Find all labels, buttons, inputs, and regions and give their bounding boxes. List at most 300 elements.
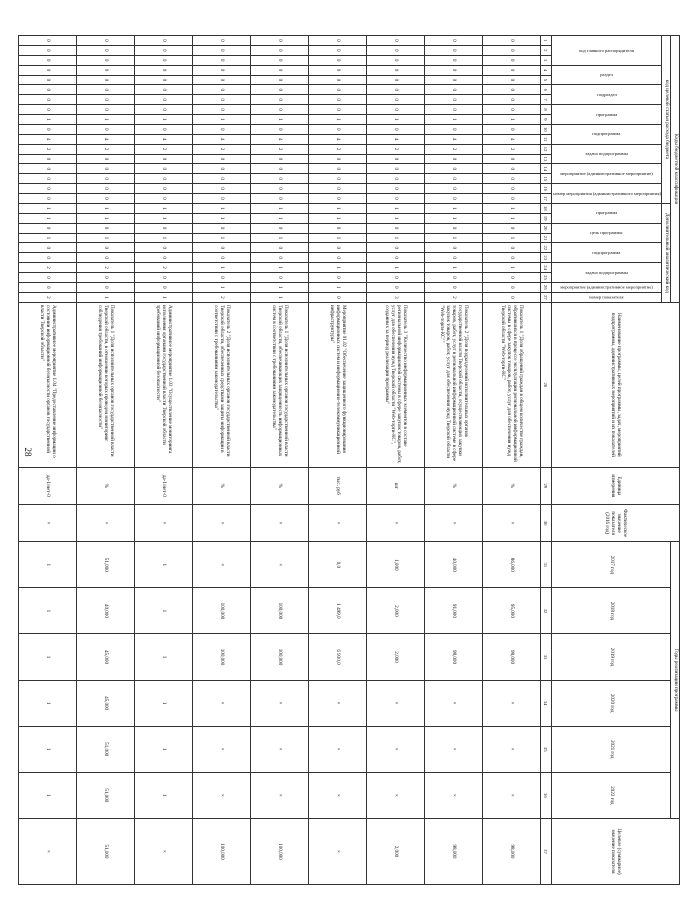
code-cell: 0 bbox=[76, 174, 134, 184]
code-cell: 0 bbox=[482, 243, 540, 253]
code-cell: 1 bbox=[250, 292, 308, 302]
code-cell: 1 bbox=[482, 233, 540, 243]
row-base-value: × bbox=[250, 504, 308, 541]
code-cell: 1 bbox=[308, 263, 366, 273]
code-cell: 0 bbox=[250, 243, 308, 253]
code-cell: 4 bbox=[76, 134, 134, 144]
header-code-additional: Дополнительный аналитический код bbox=[662, 203, 671, 302]
code-cell: 2 bbox=[366, 144, 424, 154]
code-cell: 1 bbox=[482, 213, 540, 223]
code-cell: 1 bbox=[366, 263, 424, 273]
column-number: 29 bbox=[540, 467, 551, 504]
code-cell: 2 bbox=[192, 292, 250, 302]
code-cell: 0 bbox=[192, 124, 250, 134]
code-cell: 0 bbox=[18, 124, 76, 134]
row-year-value: 86,000 bbox=[482, 542, 540, 588]
code-cell: 1 bbox=[482, 115, 540, 125]
column-number: 3 bbox=[540, 55, 551, 65]
header-final-value: Целевое (суммарное) значение показателя bbox=[551, 818, 679, 884]
code-cell: 1 bbox=[250, 263, 308, 273]
row-year-value: × bbox=[366, 772, 424, 818]
column-number: 14 bbox=[540, 164, 551, 174]
code-cell: 1 bbox=[366, 233, 424, 243]
code-cell: 0 bbox=[18, 85, 76, 95]
code-cell: 0 bbox=[18, 174, 76, 184]
row-name: Показатель 2 "Доля исполнительных органов государственной власти Тверской области, обеспеченных средствами защиты информации в соответствии с требованиями законодательства" bbox=[192, 302, 250, 467]
code-cell: 0 bbox=[76, 253, 134, 263]
row-final-value: 51,000 bbox=[76, 818, 134, 884]
code-cell: 2 bbox=[134, 263, 192, 273]
code-cell: 2 bbox=[250, 144, 308, 154]
column-number: 26 bbox=[540, 282, 551, 292]
code-cell: 0 bbox=[250, 85, 308, 95]
code-cell: 1 bbox=[192, 203, 250, 213]
code-cell: 0 bbox=[18, 273, 76, 283]
row-final-value: 100,000 bbox=[250, 818, 308, 884]
code-cell: 0 bbox=[250, 45, 308, 55]
code-cell: 0 bbox=[424, 282, 482, 292]
code-cell: 0 bbox=[134, 282, 192, 292]
code-cell: 0 bbox=[424, 45, 482, 55]
code-cell: 0 bbox=[192, 174, 250, 184]
code-cell: 4 bbox=[308, 134, 366, 144]
code-cell: 0 bbox=[76, 223, 134, 233]
code-cell: 0 bbox=[308, 154, 366, 164]
column-number: 16 bbox=[540, 184, 551, 194]
table-row bbox=[424, 36, 482, 885]
column-number: 6 bbox=[540, 85, 551, 95]
code-cell: 0 bbox=[250, 223, 308, 233]
code-cell: 0 bbox=[424, 65, 482, 75]
column-number: 37 bbox=[540, 818, 551, 884]
row-name: Показатель 1 "Доля исполнительных органов государственной власти Тверской области, обеспечивающих защищенность информационных систем в соответствии с требованиями законодательства" bbox=[250, 302, 308, 467]
row-unit: шт bbox=[366, 467, 424, 504]
code-cell: 0 bbox=[366, 55, 424, 65]
row-year-value: 1 bbox=[134, 772, 192, 818]
row-name: Показатель 3 "Количество информационных элементов в составе региональной информационной системы в сфере закупок товаров, работ, услуг для обеспечения нужд Тверской области "Web-торги-КС", созданных за период реализации программы" bbox=[366, 302, 424, 467]
header-year-2018: 2018 год bbox=[551, 588, 671, 634]
code-cell: 0 bbox=[308, 45, 366, 55]
row-year-value: 1,000 bbox=[366, 542, 424, 588]
row-unit: % bbox=[250, 467, 308, 504]
column-number: 30 bbox=[540, 504, 551, 541]
code-cell: 0 bbox=[250, 95, 308, 105]
code-cell: 1 bbox=[134, 203, 192, 213]
code-cell: 0 bbox=[366, 154, 424, 164]
code-cell: 2 bbox=[192, 144, 250, 154]
code-cell: 0 bbox=[192, 164, 250, 174]
code-cell: 0 bbox=[424, 174, 482, 184]
code-cell: 0 bbox=[366, 65, 424, 75]
row-year-value: 1 bbox=[18, 542, 76, 588]
header-year-2022: 2022 год bbox=[551, 772, 671, 818]
row-year-value: × bbox=[192, 726, 250, 772]
code-cell: 1 bbox=[134, 233, 192, 243]
row-year-value: 40,000 bbox=[424, 542, 482, 588]
code-cell: 1 bbox=[308, 115, 366, 125]
code-cell: 0 bbox=[482, 164, 540, 174]
column-number: 25 bbox=[540, 273, 551, 283]
column-number: 7 bbox=[540, 95, 551, 105]
row-name: Административное мероприятие 1.03 "Осуществление мониторинга исполнения органами государственной власти Тверской области требований информационной безопасности" bbox=[134, 302, 192, 467]
code-cell: 0 bbox=[76, 45, 134, 55]
row-base-value: × bbox=[192, 504, 250, 541]
code-cell: 0 bbox=[76, 164, 134, 174]
code-cell: 2 bbox=[76, 263, 134, 273]
column-number: 23 bbox=[540, 253, 551, 263]
code-cell: 0 bbox=[192, 45, 250, 55]
row-year-value: 1 bbox=[18, 588, 76, 634]
code-cell: 0 bbox=[18, 65, 76, 75]
code-cell: 0 bbox=[192, 105, 250, 115]
code-cell: 0 bbox=[18, 45, 76, 55]
code-cell: 1 bbox=[76, 115, 134, 125]
code-cell: 0 bbox=[308, 243, 366, 253]
code-cell: 0 bbox=[18, 105, 76, 115]
code-cell: 0 bbox=[18, 282, 76, 292]
code-cell: 0 bbox=[308, 164, 366, 174]
code-cell: 0 bbox=[18, 243, 76, 253]
code-cell: 1 bbox=[366, 203, 424, 213]
code-cell: 0 bbox=[76, 273, 134, 283]
row-year-value: 1 bbox=[18, 726, 76, 772]
row-base-value: × bbox=[366, 504, 424, 541]
row-name: Мероприятие 01.02 "Обеспечение защищенного функционирования информационных систем и информационно-телекоммуникационной инфраструктуры" bbox=[308, 302, 366, 467]
code-cell: 0 bbox=[482, 282, 540, 292]
code-cell: 0 bbox=[18, 55, 76, 65]
code-cell: 0 bbox=[308, 194, 366, 204]
code-cell: 0 bbox=[366, 124, 424, 134]
column-number: 33 bbox=[540, 634, 551, 680]
row-year-value: 1 bbox=[134, 542, 192, 588]
code-cell: 0 bbox=[366, 243, 424, 253]
header-code-col: код главного распорядителя bbox=[551, 36, 662, 66]
code-cell: 0 bbox=[134, 223, 192, 233]
code-cell: 0 bbox=[424, 154, 482, 164]
row-year-value: 6 930,0 bbox=[308, 634, 366, 680]
row-year-value: 1 bbox=[134, 588, 192, 634]
code-cell: 0 bbox=[424, 184, 482, 194]
row-year-value: 45,000 bbox=[76, 634, 134, 680]
code-cell: 0 bbox=[482, 105, 540, 115]
code-cell: 0 bbox=[424, 243, 482, 253]
row-year-value: 2,000 bbox=[366, 588, 424, 634]
code-cell: 0 bbox=[134, 184, 192, 194]
code-cell: 4 bbox=[250, 134, 308, 144]
code-cell: 0 bbox=[18, 164, 76, 174]
code-cell: 1 bbox=[76, 292, 134, 302]
code-cell: 0 bbox=[482, 184, 540, 194]
column-number: 10 bbox=[540, 124, 551, 134]
row-year-value: × bbox=[250, 680, 308, 726]
table-row bbox=[192, 36, 250, 885]
column-number: 8 bbox=[540, 105, 551, 115]
code-cell: 0 bbox=[424, 223, 482, 233]
code-cell: 1 bbox=[366, 115, 424, 125]
header-year-2017: 2017 год bbox=[551, 542, 671, 588]
column-number: 24 bbox=[540, 263, 551, 273]
table-row bbox=[250, 36, 308, 885]
code-cell: 0 bbox=[192, 75, 250, 85]
code-cell: 1 bbox=[192, 213, 250, 223]
code-cell: 0 bbox=[134, 105, 192, 115]
code-cell: 1 bbox=[250, 282, 308, 292]
code-cell: 2 bbox=[18, 263, 76, 273]
code-cell: 1 bbox=[482, 203, 540, 213]
column-number: 27 bbox=[540, 292, 551, 302]
code-cell: 0 bbox=[308, 95, 366, 105]
code-cell: 1 bbox=[192, 233, 250, 243]
row-year-value: × bbox=[250, 542, 308, 588]
row-year-value: × bbox=[308, 680, 366, 726]
code-cell: 0 bbox=[134, 85, 192, 95]
code-cell: 0 bbox=[366, 45, 424, 55]
code-cell: 0 bbox=[192, 85, 250, 95]
row-base-value: × bbox=[308, 504, 366, 541]
code-cell: 0 bbox=[482, 292, 540, 302]
row-year-value: 1 bbox=[18, 772, 76, 818]
column-number: 34 bbox=[540, 680, 551, 726]
header-code-col: задача подпрограммы bbox=[551, 144, 662, 164]
code-cell: 0 bbox=[482, 95, 540, 105]
code-cell: 0 bbox=[482, 194, 540, 204]
header-code-col: подпрограмма bbox=[551, 124, 662, 144]
code-cell: 0 bbox=[308, 253, 366, 263]
code-cell: 1 bbox=[308, 282, 366, 292]
row-unit: % bbox=[76, 467, 134, 504]
table-row bbox=[18, 36, 76, 885]
code-cell: 0 bbox=[18, 75, 76, 85]
header-additional-code-col: подпрограмма bbox=[551, 243, 662, 263]
code-cell: 0 bbox=[134, 154, 192, 164]
code-cell: 0 bbox=[424, 164, 482, 174]
row-year-value: 95,000 bbox=[482, 588, 540, 634]
code-cell: 1 bbox=[250, 213, 308, 223]
row-year-value: 1 bbox=[134, 634, 192, 680]
row-year-value: 100,000 bbox=[250, 588, 308, 634]
code-cell: 0 bbox=[192, 223, 250, 233]
header-code-group: Коды бюджетной классификации bbox=[671, 36, 680, 303]
code-cell: 0 bbox=[424, 36, 482, 46]
code-cell: 0 bbox=[366, 273, 424, 283]
code-cell: 0 bbox=[76, 95, 134, 105]
header-additional-code-col: мероприятие (административное мероприятие) bbox=[551, 282, 662, 292]
code-cell: 0 bbox=[134, 75, 192, 85]
code-cell: 0 bbox=[424, 124, 482, 134]
code-cell: 0 bbox=[366, 75, 424, 85]
code-cell: 0 bbox=[134, 124, 192, 134]
code-cell: 0 bbox=[250, 174, 308, 184]
column-number: 28 bbox=[540, 302, 551, 467]
rotated-table-area bbox=[39, 35, 680, 885]
row-year-value: 1 bbox=[134, 680, 192, 726]
row-year-value: 100,000 bbox=[192, 588, 250, 634]
code-cell: 0 bbox=[18, 194, 76, 204]
code-cell: 0 bbox=[366, 184, 424, 194]
column-number: 2 bbox=[540, 45, 551, 55]
code-cell: 0 bbox=[18, 184, 76, 194]
column-number: 9 bbox=[540, 115, 551, 125]
header-year-2021: 2021 год bbox=[551, 726, 671, 772]
row-final-value: × bbox=[18, 818, 76, 884]
code-cell: 0 bbox=[424, 85, 482, 95]
code-cell: 0 bbox=[482, 154, 540, 164]
row-year-value: × bbox=[308, 726, 366, 772]
column-number: 17 bbox=[540, 194, 551, 204]
code-cell: 0 bbox=[134, 36, 192, 46]
row-name: Показатель 1 "Доля исполнительных органов государственной власти Тверской области, в отношении которых проведен мониторинг соблюдения требований информационной безопасности" bbox=[76, 302, 134, 467]
code-cell: 0 bbox=[250, 105, 308, 115]
column-number: 4 bbox=[540, 65, 551, 75]
code-cell: 0 bbox=[424, 95, 482, 105]
code-cell: 0 bbox=[308, 223, 366, 233]
code-cell: 1 bbox=[308, 203, 366, 213]
row-year-value: 98,000 bbox=[482, 634, 540, 680]
code-cell: 0 bbox=[134, 253, 192, 263]
code-cell: 0 bbox=[424, 194, 482, 204]
header-name: Наименование программы, целей программы, задач, мероприятий подпрограммы, административных мероприятий и их показателей bbox=[551, 302, 679, 467]
code-cell: 0 bbox=[482, 85, 540, 95]
row-year-value: 1 bbox=[134, 726, 192, 772]
code-cell: 1 bbox=[250, 233, 308, 243]
code-cell: 1 bbox=[18, 233, 76, 243]
header-additional-code-col: номер показателя bbox=[551, 292, 662, 302]
row-year-value: 51,000 bbox=[76, 542, 134, 588]
code-cell: 1 bbox=[18, 213, 76, 223]
row-final-value: × bbox=[134, 818, 192, 884]
code-cell: 0 bbox=[18, 95, 76, 105]
row-final-value: × bbox=[308, 818, 366, 884]
code-cell: 0 bbox=[482, 223, 540, 233]
code-cell: 0 bbox=[366, 194, 424, 204]
code-cell: 1 bbox=[76, 233, 134, 243]
code-cell: 0 bbox=[308, 65, 366, 75]
column-number: 15 bbox=[540, 174, 551, 184]
table-row bbox=[134, 36, 192, 885]
code-cell: 0 bbox=[424, 273, 482, 283]
row-year-value: 51,000 bbox=[76, 726, 134, 772]
code-cell: 0 bbox=[76, 36, 134, 46]
row-year-value: 100,000 bbox=[192, 634, 250, 680]
code-cell: 0 bbox=[250, 194, 308, 204]
row-year-value: × bbox=[366, 726, 424, 772]
code-cell: 0 bbox=[18, 36, 76, 46]
row-year-value: 45,000 bbox=[76, 680, 134, 726]
code-cell: 0 bbox=[134, 45, 192, 55]
code-cell: 2 bbox=[424, 144, 482, 154]
code-cell: 0 bbox=[192, 273, 250, 283]
code-cell: 0 bbox=[250, 154, 308, 164]
code-cell: 0 bbox=[250, 36, 308, 46]
code-cell: 1 bbox=[192, 282, 250, 292]
code-cell: 0 bbox=[76, 124, 134, 134]
code-cell: 1 bbox=[134, 115, 192, 125]
code-cell: 0 bbox=[76, 194, 134, 204]
code-cell: 0 bbox=[134, 243, 192, 253]
code-cell: 0 bbox=[192, 36, 250, 46]
table-row bbox=[76, 36, 134, 885]
code-cell: 0 bbox=[482, 273, 540, 283]
code-cell: 0 bbox=[134, 194, 192, 204]
row-name: Административное мероприятие 1.04 "Предоставление информации о состоянии информационной безопасности органов государственной власти Тверской области" bbox=[18, 302, 76, 467]
header-year-2019: 2019 год bbox=[551, 634, 671, 680]
code-cell: 1 bbox=[250, 203, 308, 213]
code-cell: 2 bbox=[76, 144, 134, 154]
code-cell: 0 bbox=[192, 95, 250, 105]
column-number: 5 bbox=[540, 75, 551, 85]
header-additional-code-col: цель программы bbox=[551, 223, 662, 243]
header-code-main: код целевой статьи расхода бюджета bbox=[662, 36, 671, 204]
code-cell: 1 bbox=[424, 263, 482, 273]
row-year-value: × bbox=[250, 726, 308, 772]
row-final-value: 98,000 bbox=[482, 818, 540, 884]
code-cell: 0 bbox=[18, 154, 76, 164]
row-final-value: 2,000 bbox=[366, 818, 424, 884]
program-indicators-table bbox=[18, 35, 680, 885]
code-cell: 1 bbox=[18, 203, 76, 213]
code-cell: 0 bbox=[482, 45, 540, 55]
code-cell: 0 bbox=[366, 36, 424, 46]
code-cell: 0 bbox=[482, 65, 540, 75]
code-cell: 0 bbox=[134, 174, 192, 184]
code-cell: 0 bbox=[76, 282, 134, 292]
code-cell: 0 bbox=[250, 164, 308, 174]
table-row bbox=[308, 36, 366, 885]
column-number: 21 bbox=[540, 233, 551, 243]
code-cell: 0 bbox=[192, 184, 250, 194]
code-cell: 2 bbox=[308, 144, 366, 154]
header-code-col: раздел bbox=[551, 65, 662, 85]
row-unit: % bbox=[482, 467, 540, 504]
column-number: 22 bbox=[540, 243, 551, 253]
code-cell: 0 bbox=[482, 174, 540, 184]
row-year-value: 1 bbox=[18, 634, 76, 680]
row-year-value: 2,000 bbox=[366, 634, 424, 680]
table-row bbox=[366, 36, 424, 885]
code-cell: 4 bbox=[424, 134, 482, 144]
code-cell: 2 bbox=[18, 292, 76, 302]
code-cell: 0 bbox=[482, 36, 540, 46]
code-cell: 0 bbox=[76, 65, 134, 75]
code-cell: 4 bbox=[18, 134, 76, 144]
code-cell: 1 bbox=[192, 115, 250, 125]
code-cell: 0 bbox=[250, 124, 308, 134]
code-cell: 0 bbox=[482, 55, 540, 65]
column-number: 11 bbox=[540, 134, 551, 144]
code-cell: 0 bbox=[134, 273, 192, 283]
code-cell: 0 bbox=[366, 223, 424, 233]
code-cell: 0 bbox=[308, 174, 366, 184]
code-cell: 1 bbox=[134, 292, 192, 302]
code-cell: 0 bbox=[308, 273, 366, 283]
code-cell: 1 bbox=[308, 233, 366, 243]
code-cell: 0 bbox=[250, 184, 308, 194]
code-cell: 0 bbox=[424, 55, 482, 65]
code-cell: 1 bbox=[192, 263, 250, 273]
header-year-2020: 2020 год bbox=[551, 680, 671, 726]
code-cell: 0 bbox=[250, 55, 308, 65]
page-number: 28 bbox=[23, 447, 33, 457]
table-row bbox=[482, 36, 540, 885]
code-cell: 0 bbox=[482, 253, 540, 263]
code-cell: 1 bbox=[482, 263, 540, 273]
header-additional-code-col: задача подпрограммы bbox=[551, 263, 662, 283]
code-cell: 3 bbox=[366, 292, 424, 302]
code-cell: 2 bbox=[134, 144, 192, 154]
code-cell: 0 bbox=[192, 65, 250, 75]
code-cell: 0 bbox=[308, 124, 366, 134]
row-unit: % bbox=[424, 467, 482, 504]
